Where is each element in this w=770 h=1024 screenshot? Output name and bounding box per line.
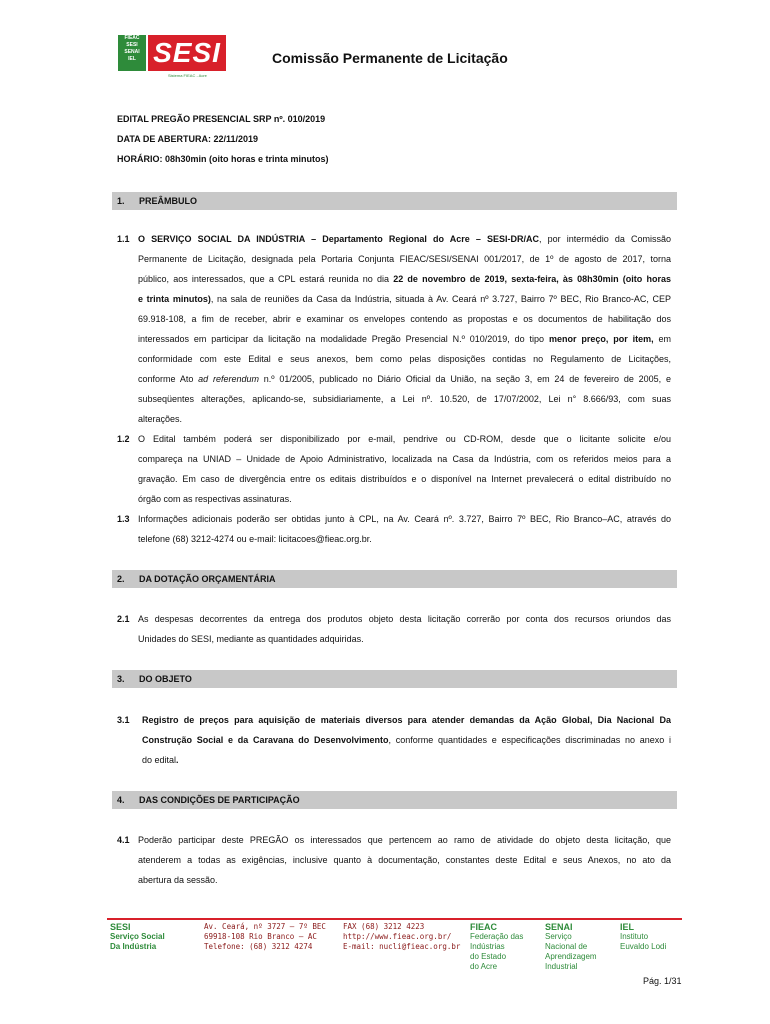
footer-text: Telefone: (68) 3212 4274 — [204, 942, 313, 951]
text-line: gravação. Em caso de divergência entre os editais distribuídos e o disponível na Internet prevalecerá o edital distribuído no — [138, 474, 671, 484]
footer-iel-title: IEL — [620, 922, 635, 932]
page-number: Pág. 1/31 — [643, 976, 682, 986]
paragraph-number: 1.3 — [117, 514, 130, 524]
text-line: abertura da sessão. — [138, 875, 218, 885]
footer-email-link[interactable]: E-mail: nucli@fieac.org.br — [343, 942, 461, 951]
section-heading-4 — [112, 791, 677, 809]
text-run: O SERVIÇO SOCIAL DA INDÚSTRIA – Departamento Regional do Acre – SESI-DR/AC — [138, 234, 539, 244]
section-heading-2 — [112, 570, 677, 588]
logo-fieac-text: FIEAC — [124, 35, 140, 41]
text-run: , conforme quantidades e especificações discriminadas no anexo i — [388, 735, 671, 745]
section-heading-1 — [112, 192, 677, 210]
text-run: público, aos interessados, que a CPL estará reunida no dia — [138, 274, 394, 284]
footer-text: Euvaldo Lodi — [620, 942, 667, 951]
paragraph-1-2 — [117, 429, 671, 509]
text-line: As despesas decorrentes da entrega dos produtos objeto desta licitação correrão por conta dos recursos oriundos das — [138, 614, 671, 624]
text-line: atenderem a todas as exigências, inclusive quanto à documentação, constantes deste Edital e seus Anexos, no ato da — [138, 855, 671, 865]
footer-fieac-title: FIEAC — [470, 922, 497, 932]
footer-text: do Acre — [470, 962, 498, 971]
section-number: 2. — [117, 574, 125, 584]
section-label: DAS CONDIÇÕES DE PARTICIPAÇÃO — [139, 795, 300, 805]
text-run: , na sala de reuniões da Casa da Indústria, situada à Av. Ceará nº 3.727, Bairro 7º BEC, Rio Branco-AC, CEP — [210, 294, 671, 304]
section-label: PREÂMBULO — [139, 196, 197, 206]
edital-number: EDITAL PREGÃO PRESENCIAL SRP nº. 010/2019 — [117, 114, 326, 124]
fieac-system-logo-block — [118, 35, 146, 71]
paragraph-1-3 — [117, 509, 671, 549]
opening-time: HORÁRIO: 08h30min (oito horas e trinta minutos) — [117, 154, 329, 164]
text-run: interessados em participar da licitação na modalidade Pregão Presencial N.º 010/2019, do tipo — [138, 334, 549, 344]
text-line: conformidade com este Edital e seus anexos, bem como pelas disposições contidas no Regulamento de Licitações, — [138, 354, 671, 364]
section-number: 4. — [117, 795, 125, 805]
section-label: DA DOTAÇÃO ORÇAMENTÁRIA — [139, 574, 276, 584]
footer-address — [204, 922, 326, 952]
logo-senai-text: SENAI — [124, 49, 140, 55]
paragraph-number: 1.2 — [117, 434, 130, 444]
paragraph-4-1 — [117, 830, 671, 890]
text-run: e trinta minutos) — [138, 294, 211, 304]
opening-date: DATA DE ABERTURA: 22/11/2019 — [117, 134, 259, 144]
text-line: alterações. — [138, 414, 183, 424]
text-line: Permanente de Licitação, designada pela Portaria Conjunta FIEAC/SESI/SENAI 001/2017, de 1º de agosto de 2017, torna — [138, 254, 671, 264]
text-run: do edital — [142, 755, 177, 765]
footer-sesi — [110, 922, 165, 952]
footer-text: Da Indústria — [110, 942, 157, 951]
text-line: Poderão participar deste PREGÃO os interessados que pertencem ao ramo de atividade do objeto desta licitação, que — [138, 835, 671, 845]
text-run: em — [653, 334, 671, 344]
text-line: 69.918-108, a fim de receber, abrir e examinar os envelopes contendo as propostas e os documentos de habilitação dos — [138, 314, 671, 324]
logo-tagline: Sistema FIEAC - Acre — [168, 73, 207, 78]
footer-text: Indústrias — [470, 942, 505, 951]
footer-divider — [107, 918, 682, 920]
footer-website-link[interactable]: http://www.fieac.org.br/ — [343, 932, 452, 941]
footer-senai — [545, 922, 597, 972]
paragraph-2-1 — [117, 609, 671, 649]
footer-sesi-title: SESI — [110, 922, 131, 932]
footer-text: Aprendizagem — [545, 952, 597, 961]
sesi-wordmark: SESI — [148, 35, 226, 71]
paragraph-1-1 — [117, 229, 671, 429]
sesi-logo — [118, 35, 226, 79]
footer-senai-title: SENAI — [545, 922, 573, 932]
text-line: telefone (68) 3212-4274 ou e-mail: licitacoes@fieac.org.br. — [138, 534, 372, 544]
text-run: n.º 01/2005, publicado no Diário Oficial da União, na seção 3, em 24 de fevereiro de 2005, e — [258, 374, 671, 384]
section-label: DO OBJETO — [139, 674, 192, 684]
footer-iel — [620, 922, 666, 952]
text-run: , por intermédio da Comissão — [538, 234, 671, 244]
footer-text: Instituto — [620, 932, 649, 941]
text-run: . — [176, 755, 179, 765]
text-run: conforme Ato — [138, 374, 199, 384]
text-run: 22 de novembro de 2019, sexta-feira, às 08h30min (oito horas — [393, 274, 671, 284]
footer-text: Industrial — [545, 962, 578, 971]
text-run: menor preço, por item, — [548, 334, 654, 344]
text-run: ad referendum — [198, 374, 259, 384]
text-line: Registro de preços para aquisição de materiais diversos para atender demandas da Ação Global, Dia Nacional Da — [142, 715, 671, 725]
text-line: Unidades do SESI, mediante as quantidades adquiridas. — [138, 634, 364, 644]
footer-contact — [343, 922, 460, 952]
paragraph-number: 2.1 — [117, 614, 130, 624]
section-number: 3. — [117, 674, 125, 684]
footer-fieac — [470, 922, 523, 972]
paragraph-number: 4.1 — [117, 835, 130, 845]
logo-sesi-text: SESI — [126, 42, 138, 48]
footer-text: FAX (68) 3212 4223 — [343, 922, 425, 931]
logo-iel-text: IEL — [128, 56, 136, 62]
paragraph-3-1 — [117, 710, 671, 770]
text-line: compareça na UNIAD – Unidade de Apoio Administrativo, localizada na Casa da Indústria, com os referidos meios para a — [138, 454, 671, 464]
text-line: Informações adicionais poderão ser obtidas junto à CPL, na Av. Ceará nº. 3.727, Bairro 7º BEC, Rio Branco–AC, através do — [138, 514, 671, 524]
section-heading-3 — [112, 670, 677, 688]
text-line: subseqüentes alterações, aplicando-se, subsidiariamente, a Lei nº. 10.520, de 17/07/2002, Lei n° 8.666/93, com suas — [138, 394, 671, 404]
footer-text: do Estado — [470, 952, 507, 961]
section-number: 1. — [117, 196, 125, 206]
text-run: Construção Social e da Caravana do Desenvolvimento — [142, 735, 389, 745]
footer-text: Av. Ceará, nº 3727 – 7º BEC — [204, 922, 326, 931]
text-line: O Edital também poderá ser disponibilizado por e-mail, pendrive ou CD-ROM, desde que o licitante solicite e/ou — [138, 434, 671, 444]
footer-text: Nacional de — [545, 942, 588, 951]
footer-text: Serviço — [545, 932, 572, 941]
footer-text: 69918-108 Rio Branco – AC — [204, 932, 317, 941]
footer-text: Federação das — [470, 932, 524, 941]
paragraph-number: 1.1 — [117, 234, 130, 244]
footer-text: Serviço Social — [110, 932, 165, 941]
page-title: Comissão Permanente de Licitação — [272, 50, 508, 66]
paragraph-number: 3.1 — [117, 715, 130, 725]
text-line: órgão com as respectivas assinaturas. — [138, 494, 292, 504]
